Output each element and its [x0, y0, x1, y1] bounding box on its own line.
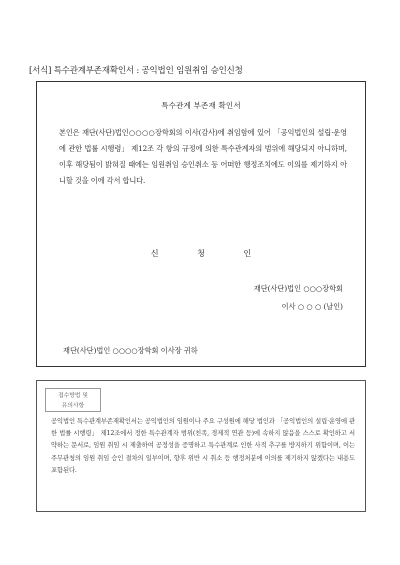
applicant-label: 신 청 인: [150, 249, 270, 258]
form-header: [서식] 특수관계부존재확인서 : 공익법인 임원취임 승인신청: [29, 66, 243, 76]
notes-box: [36, 380, 366, 512]
recipient-line: 재단(사단)법인 ○○○○장학회 이사장 귀하: [63, 346, 198, 355]
document-body: [59, 125, 347, 189]
notes-body: [51, 416, 355, 477]
pledge-text: 본인은 재단(사단)법인○○○○장학회의 이사(감사)에 취임함에 있어 「공익법인의 설립·운영에 관한 법률 시행령」 제12조 각 항의 규정에 의한 특수관계자의 범위에 해당되지 아니하며, 이후 해당됨이 밝혀질 때에는 임원취임 승인취소 등 어떠한 행정조치에도 이의를 제기하지 아니할 것을 이에 각서 합니다.: [59, 128, 347, 185]
confirmation-document: [36, 81, 366, 367]
notes-tag: [45, 388, 101, 412]
notes-tag-line2: 유의사항: [61, 403, 85, 409]
notes-tag-line1: 접수방법 및: [58, 393, 88, 399]
document-title: 특수관계 부존재 확인서: [161, 101, 241, 110]
notes-text: 공익법인 특수관계부존재확인서는 공익법인의 임원이나 주요 구성원에 해당 법인과 「공익법인의 설립·운영에 관한 법률 시행령」 제12조에서 정한 특수관계자 범위(친족, 경제적 연관 등)에 속하지 않음을 스스로 확인하고 서약하는 문서로, 임원 취임 시 제출하여 공정성을 증명하고 특수관계로 인한 사적 추구를 방지하기 위함이며, 이는 주무관청의 임원 취임 승인 절차의 일부이며, 향후 위반 시 취소 등 행정처분에 이의를 제기하지 않겠다는 내용도 포함된다.: [51, 418, 355, 474]
signer-organization: 재단(사단)법인 ○○○장학회: [253, 284, 343, 293]
signer-name: 이사 ○ ○ ○ (날인): [281, 302, 343, 311]
